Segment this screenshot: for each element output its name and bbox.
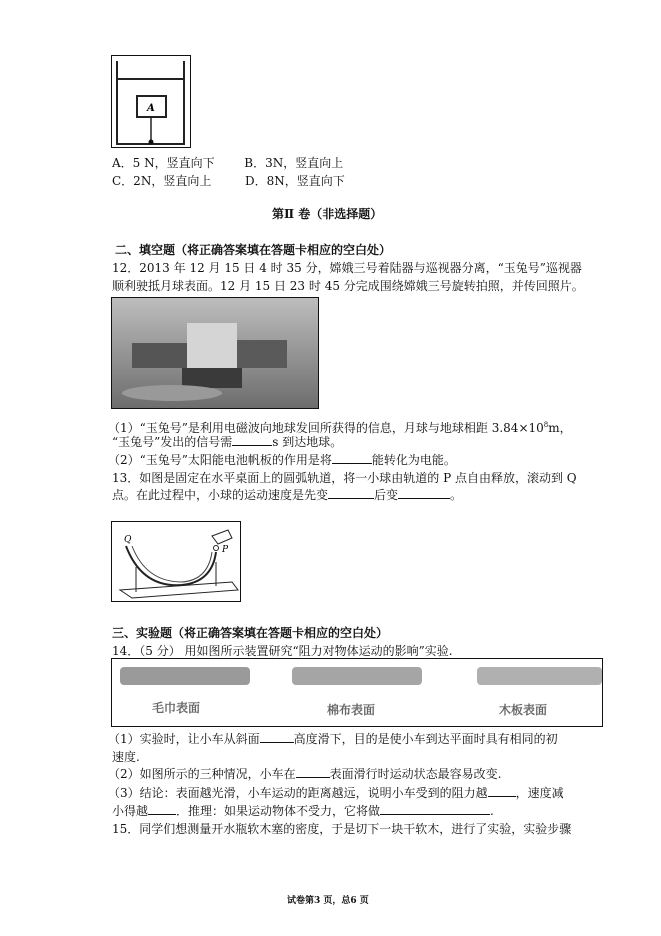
option-b: B．3N，竖直向上 bbox=[244, 156, 344, 170]
q12-sub1-line1: （1）“玉兔号”是利用电磁波向地球发回所获得的信息，月球与地球相距 $3.84\times 10^8m$， bbox=[108, 421, 572, 435]
q14-sub1-line1: （1）实验时，让小车从斜面 高度滑下，目的是使小车到达平面时具有相同的初 bbox=[108, 732, 558, 746]
container-diagram bbox=[112, 56, 190, 147]
q13-line2: 点。在此过程中，小球的运动速度是先变 后变 。 bbox=[112, 488, 463, 502]
q14-sub3-line1: （3）结论：表面越光滑，小车运动的距离越远，说明小车受到的阻力越 ，速度减 bbox=[108, 786, 564, 800]
answer-blank[interactable] bbox=[380, 803, 490, 815]
q11-options-row1 bbox=[112, 155, 343, 171]
surfaces-figure bbox=[111, 658, 603, 727]
arc-track-figure bbox=[111, 521, 241, 602]
surface-label-wood: 木板表面 bbox=[499, 703, 548, 717]
towel-ramp-image bbox=[120, 667, 250, 685]
page-footer: 试卷第3 页，总6 页 bbox=[287, 896, 369, 906]
answer-blank[interactable] bbox=[332, 452, 372, 464]
cotton-ramp-image bbox=[292, 667, 422, 685]
point-q-label: Q bbox=[124, 535, 132, 545]
option-c: C．2N，竖直向上 bbox=[112, 174, 212, 188]
q12-sub1-line2: “玉兔号”发出的信号需 s 到达地球。 bbox=[112, 435, 343, 449]
q12-sub2: （2）“玉兔号”太阳能电池帆板的作用是将 能转化为电能。 bbox=[108, 453, 456, 467]
q12-line1: 12．2013 年 12 月 15 日 4 时 35 分，嫦娥三号着陆器与巡视器分离，“玉兔号”巡视器 bbox=[112, 261, 582, 275]
q14-sub2: （2）如图所示的三种情况，小车在 表面滑行时运动状态最容易改变. bbox=[108, 767, 502, 781]
answer-blank[interactable] bbox=[260, 731, 294, 743]
surface-label-towel: 毛巾表面 bbox=[152, 701, 201, 715]
point-p-label: P bbox=[222, 545, 229, 555]
q11-options-row2 bbox=[112, 173, 345, 189]
wood-ramp-image bbox=[477, 667, 602, 685]
q14-sub1-line2: 速度. bbox=[112, 750, 140, 764]
q15-line1: 15．同学们想测量开水瓶软木塞的密度，于是切下一块干软木，进行了实验，实验步骤 bbox=[112, 822, 572, 836]
section3-heading: 三、实验题（将正确答案填在答题卡相应的空白处） bbox=[112, 626, 389, 640]
answer-blank[interactable] bbox=[232, 434, 272, 446]
part2-title: 第Ⅱ 卷（非选择题） bbox=[272, 207, 383, 221]
q14-title: 14．（5 分） 用如图所示装置研究“阻力对物体运动的影响”实验. bbox=[112, 644, 453, 658]
answer-blank[interactable] bbox=[398, 487, 450, 499]
q14-sub3-line2: 小得越 ．推理：如果运动物体不受力，它将做 . bbox=[112, 804, 494, 818]
container-block-figure bbox=[111, 55, 191, 148]
surface-label-cotton: 棉布表面 bbox=[327, 703, 376, 717]
rover-photo bbox=[111, 297, 319, 409]
answer-blank[interactable] bbox=[328, 487, 374, 499]
answer-blank[interactable] bbox=[296, 766, 330, 778]
section2-heading: 二、填空题（将正确答案填在答题卡相应的空白处） bbox=[115, 243, 392, 257]
option-d: D．8N，竖直向下 bbox=[244, 174, 345, 188]
q13-line1: 13．如图是固定在水平桌面上的圆弧轨道，将一小球由轨道的 P 点自由释放，滚动到 Q bbox=[112, 471, 577, 485]
answer-blank[interactable] bbox=[488, 785, 516, 797]
option-a: A．5 N，竖直向下 bbox=[112, 156, 215, 170]
q12-line2: 顺利驶抵月球表面。12 月 15 日 23 时 45 分完成围绕嫦娥三号旋转拍照，并传回照片。 bbox=[112, 279, 584, 293]
answer-blank[interactable] bbox=[148, 803, 176, 815]
block-label: A bbox=[147, 103, 155, 114]
